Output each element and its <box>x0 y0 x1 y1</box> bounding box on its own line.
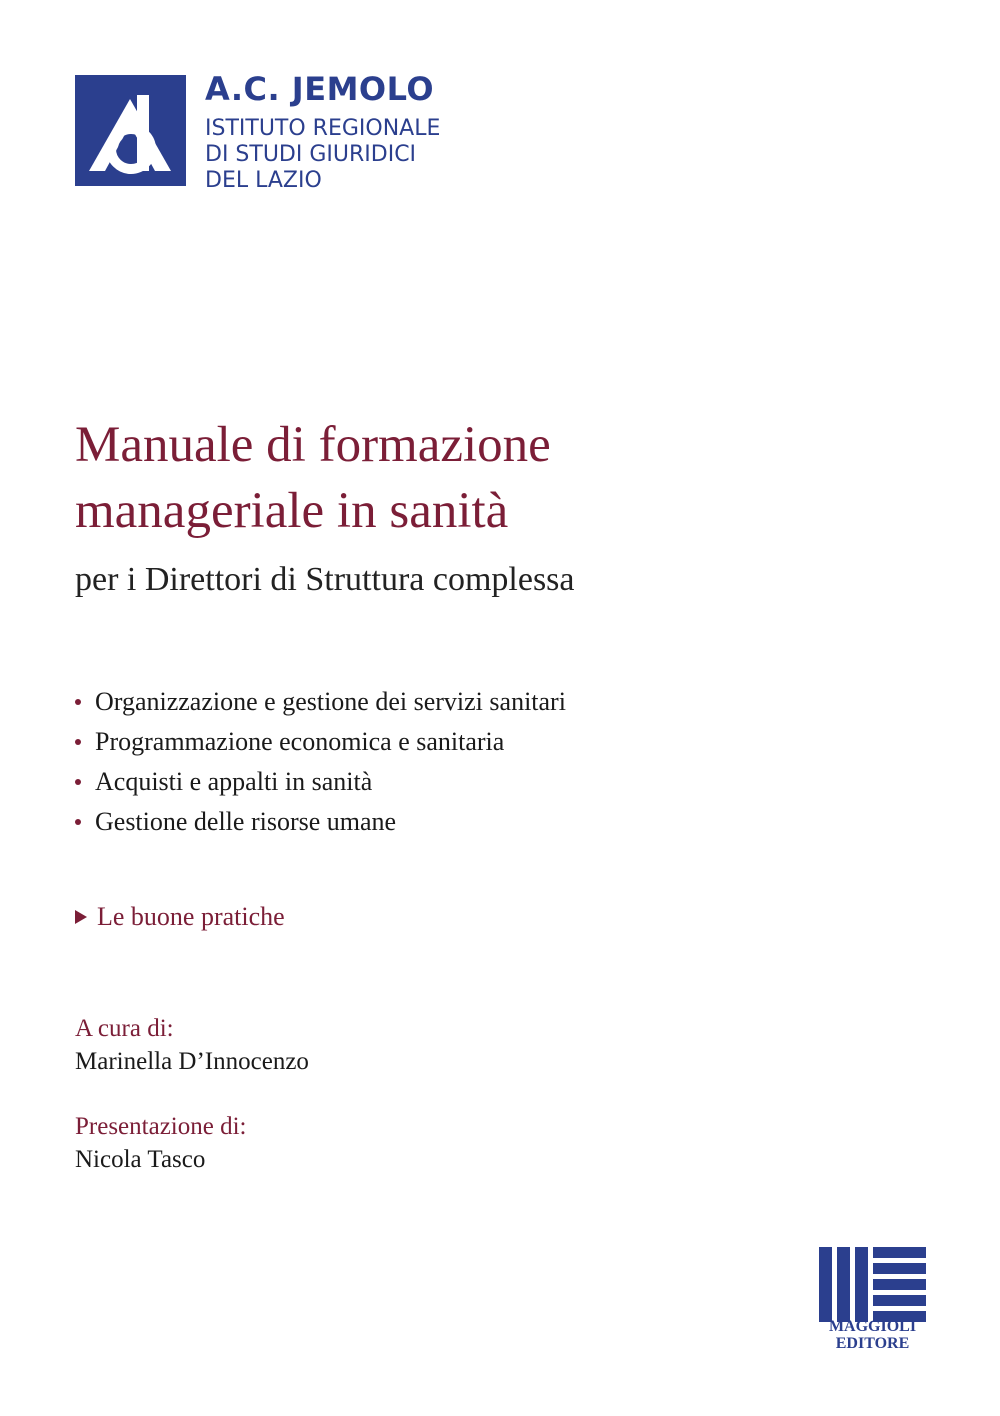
institute-subtitle-line: DEL LAZIO <box>205 168 322 193</box>
topic-item <box>75 804 566 844</box>
topic-label: Acquisti e appalti in sanità <box>95 767 373 796</box>
institute-name: A.C. JEMOLO <box>205 70 435 108</box>
topic-item <box>75 724 566 764</box>
bullet-icon <box>75 779 81 785</box>
editor-name: Marinella D’Innocenzo <box>75 1048 309 1075</box>
bullet-icon <box>75 819 81 825</box>
topic-item <box>75 764 566 804</box>
book-title <box>75 412 551 544</box>
book-subtitle: per i Direttori di Struttura complessa <box>75 561 575 598</box>
book-title-line: Manuale di formazione <box>75 417 551 473</box>
topic-label: Gestione delle risorse umane <box>95 807 397 836</box>
institute-logo <box>75 75 186 186</box>
book-title-line: manageriale in sanità <box>75 483 509 539</box>
institute-subtitle-line: ISTITUTO REGIONALE <box>205 116 441 141</box>
topic-label: Organizzazione e gestione dei servizi sanitari <box>95 687 566 716</box>
topic-list <box>75 684 566 844</box>
good-practices-highlight <box>75 902 285 932</box>
topic-label: Programmazione economica e sanitaria <box>95 727 505 756</box>
topic-item <box>75 684 566 724</box>
bullet-icon <box>75 739 81 745</box>
presenter-name: Nicola Tasco <box>75 1146 206 1173</box>
jemolo-monogram-icon <box>75 75 186 186</box>
institute-subtitle <box>205 116 440 194</box>
triangle-right-icon <box>75 910 87 924</box>
publisher-name-line: EDITORE <box>835 1335 910 1352</box>
good-practices-label: Le buone pratiche <box>97 902 285 931</box>
maggioli-logo-icon <box>819 1247 926 1322</box>
bullet-icon <box>75 699 81 705</box>
editor-label: A cura di: <box>75 1015 174 1042</box>
institute-subtitle-line: DI STUDI GIURIDICI <box>205 142 417 167</box>
publisher-name <box>815 1318 930 1352</box>
presenter-label: Presentazione di: <box>75 1113 247 1140</box>
publisher-name-line: MAGGIOLI <box>828 1318 917 1335</box>
